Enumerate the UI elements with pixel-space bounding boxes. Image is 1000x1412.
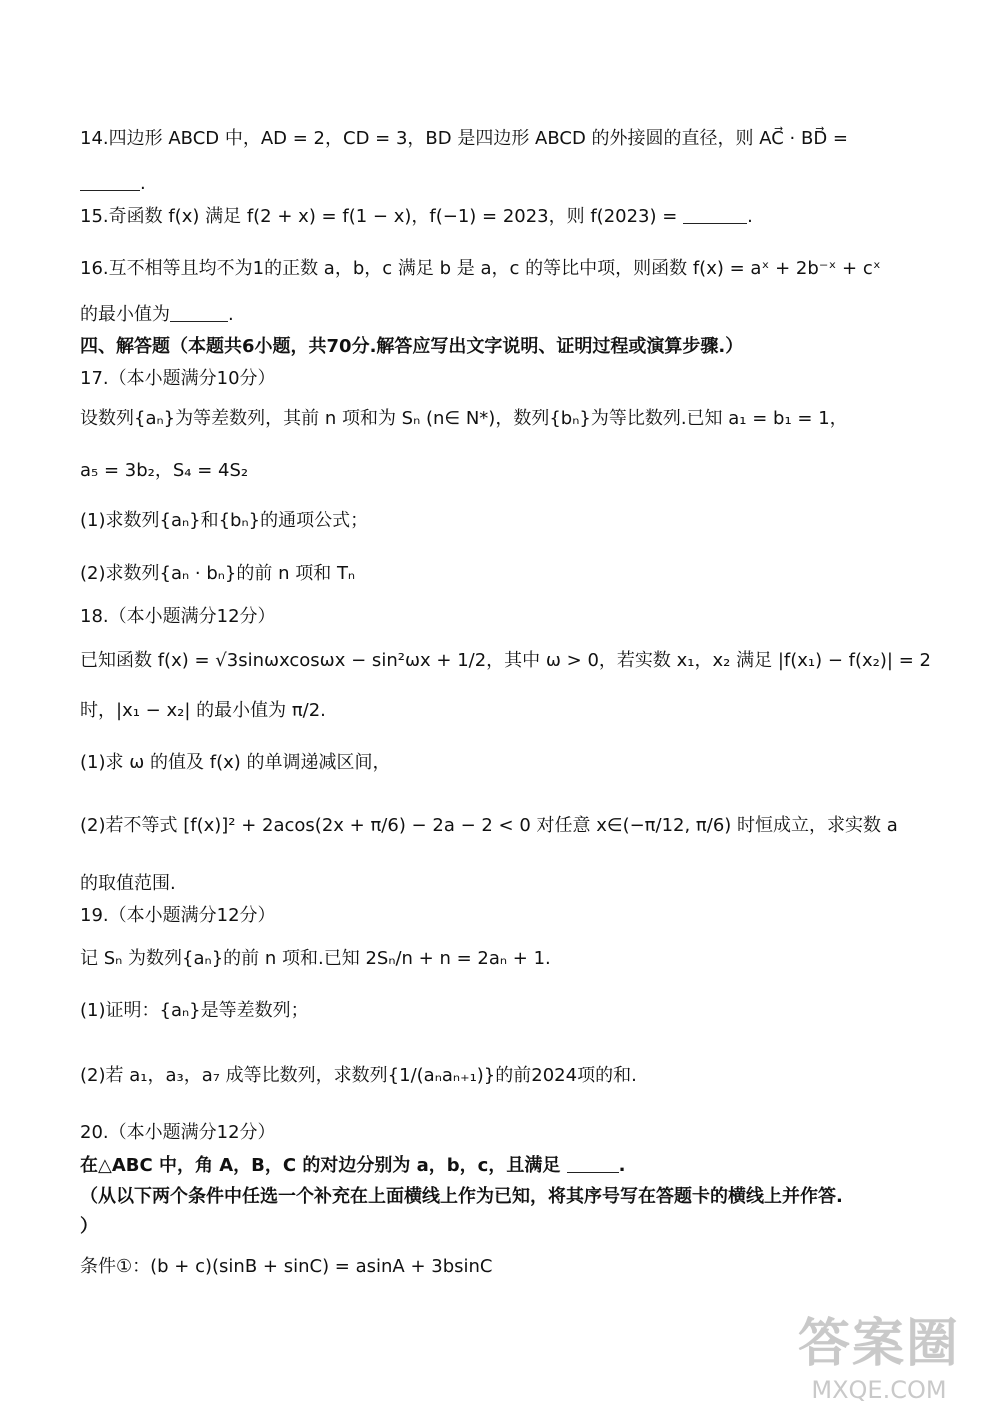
answer-blank <box>80 172 140 191</box>
question-18-part-2-cont: 的取值范围. <box>80 873 176 894</box>
question-16-text: 16.互不相等且均不为1的正数 a，b，c 满足 b 是 a，c 的等比中项，则函数 f(x) = aˣ + 2b⁻ˣ + cˣ <box>80 258 881 279</box>
question-20-condition-1: 条件①：(b + c)(sinB + sinC) = asinA + 3bsinC <box>80 1256 493 1277</box>
question-20-title: 20.（本小题满分12分） <box>80 1122 276 1143</box>
question-16-end: . <box>228 304 234 325</box>
question-15-text: 15.奇函数 f(x) 满足 f(2 + x) = f(1 − x)，f(−1) = 2023，则 f(2023) = <box>80 206 678 227</box>
question-18-stem: 已知函数 f(x) = √3sinωxcosωx − sin²ωx + 1/2，其中 ω > 0，若实数 x₁，x₂ 满足 |f(x₁) − f(x₂)| = 2 <box>80 650 931 671</box>
answer-blank <box>683 205 747 224</box>
question-16-text-2: 的最小值为 <box>80 304 170 325</box>
watermark <box>798 1301 960 1404</box>
question-20-instruction-end: ） <box>80 1216 98 1237</box>
question-14 <box>80 128 848 150</box>
question-20-stem <box>80 1154 625 1177</box>
question-19-title: 19.（本小题满分12分） <box>80 905 276 926</box>
question-20-stem-end: . <box>618 1155 626 1176</box>
question-16 <box>80 258 881 280</box>
question-14-end: . <box>140 173 146 194</box>
question-18-stem-2: 时，|x₁ − x₂| 的最小值为 π/2. <box>80 700 326 721</box>
question-18-part-1: (1)求 ω 的值及 f(x) 的单调递减区间， <box>80 752 391 773</box>
question-15 <box>80 205 753 228</box>
answer-blank <box>170 303 228 322</box>
question-18-part-2: (2)若不等式 [f(x)]² + 2acos(2x + π/6) − 2a − 2 < 0 对任意 x∈(−π/12, π/6) 时恒成立，求实数 a <box>80 815 898 836</box>
question-16-cont <box>80 303 234 326</box>
question-17-part-1: (1)求数列{aₙ}和{bₙ}的通项公式； <box>80 510 369 531</box>
question-17-part-2: (2)求数列{aₙ · bₙ}的前 n 项和 Tₙ <box>80 563 356 584</box>
question-19-part-1: (1)证明：{aₙ}是等差数列； <box>80 1000 309 1021</box>
question-14-answer-line <box>80 172 146 195</box>
section-4-heading: 四、解答题（本题共6小题，共70分.解答应写出文字说明、证明过程或演算步骤.） <box>80 336 744 357</box>
question-18-title: 18.（本小题满分12分） <box>80 606 276 627</box>
watermark-url: MXQE.COM <box>811 1376 947 1404</box>
watermark-logo-text: 答案圈 <box>797 1314 960 1374</box>
question-19-part-2: (2)若 a₁，a₃，a₇ 成等比数列，求数列{1/(aₙaₙ₊₁)}的前2024项的和. <box>80 1065 637 1086</box>
question-17-stem: 设数列{aₙ}为等差数列，其前 n 项和为 Sₙ (n∈ N*)，数列{bₙ}为等比数列.已知 a₁ = b₁ = 1， <box>80 408 848 429</box>
question-15-end: . <box>747 206 753 227</box>
question-20-instruction: （从以下两个条件中任选一个补充在上面横线上作为已知，将其序号写在答题卡的横线上并作答. <box>80 1186 843 1207</box>
answer-blank <box>567 1154 619 1173</box>
question-19-stem: 记 Sₙ 为数列{aₙ}的前 n 项和.已知 2Sₙ/n + n = 2aₙ + 1. <box>80 948 551 969</box>
question-17-stem-2: a₅ = 3b₂，S₄ = 4S₂ <box>80 460 249 481</box>
question-14-text: 14.四边形 ABCD 中，AD = 2，CD = 3，BD 是四边形 ABCD 的外接圆的直径，则 AC⃗ · BD⃗ = <box>80 128 849 149</box>
question-17-title: 17.（本小题满分10分） <box>80 368 276 389</box>
question-20-stem-text: 在△ABC 中，角 A，B，C 的对边分别为 a，b，c，且满足 <box>80 1155 561 1176</box>
